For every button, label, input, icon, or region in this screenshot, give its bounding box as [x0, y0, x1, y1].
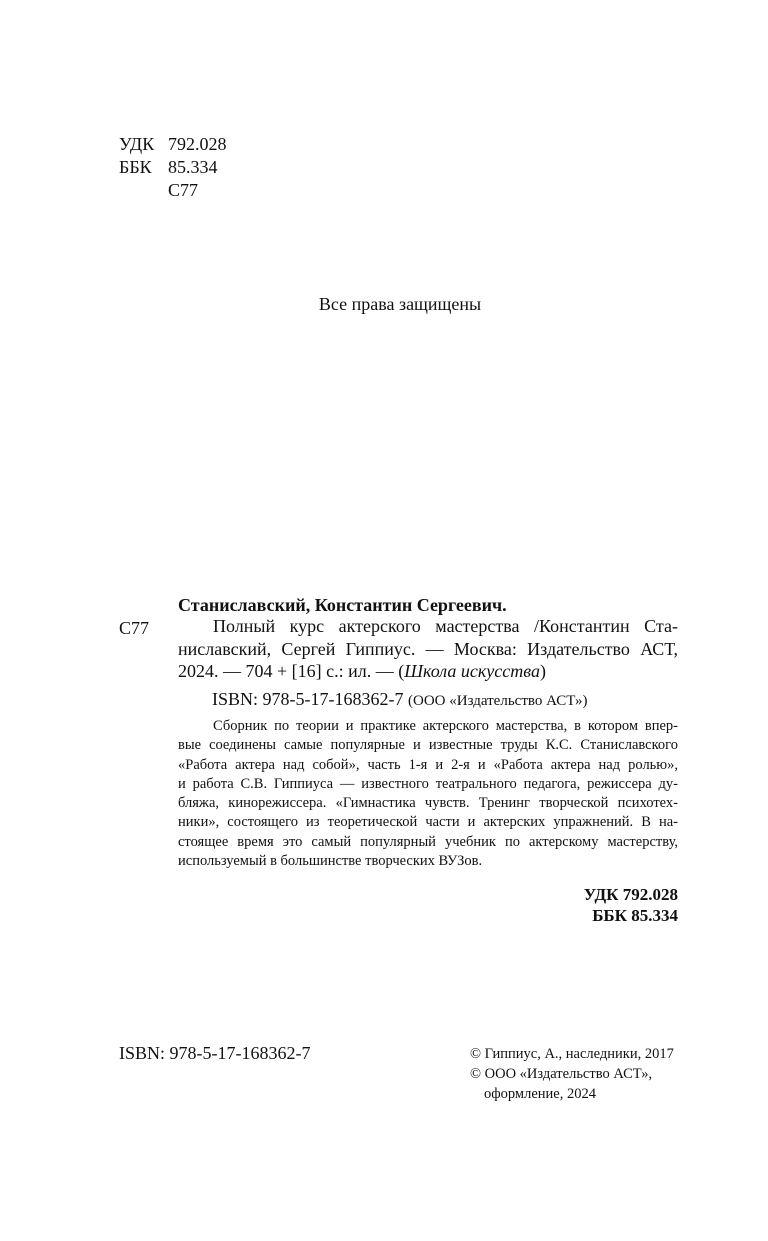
copyright-line: © Гиппиус, А., наследники, 2017	[470, 1046, 674, 1062]
card-series: Школа искусства	[404, 661, 540, 681]
bbk-value: 85.334	[168, 157, 218, 177]
copyright-line: оформление, 2024	[484, 1086, 596, 1102]
annotation-line: вые соединены самые популярные и известные труды К.С. Станиславского	[178, 737, 678, 754]
udk-value: 792.028	[168, 134, 227, 154]
card-series-close: )	[539, 661, 546, 681]
rights-notice: Все права защищены	[318, 294, 482, 314]
card-title-line: Полный курс актерского мастерства /Константин Ста-	[213, 616, 678, 636]
udk-label: УДК	[119, 134, 155, 154]
udk-code-row	[119, 133, 227, 155]
card-title-block	[178, 615, 678, 683]
card-isbn: ISBN: 978-5-17-168362-7	[212, 689, 404, 709]
card-annotation	[178, 717, 678, 871]
card-author-sign: С77	[119, 618, 150, 638]
annotation-line: бляжа, кинорежиссера. «Гимнастика чувств. Тренинг творческой психотех-	[178, 795, 678, 812]
card-title-line: ниславский, Сергей Гиппиус. — Москва: Издательство АСТ,	[178, 638, 678, 659]
annotation-line: ники», состоящего из теоретической части и актерских упражнений. В на-	[178, 814, 678, 831]
copyright-block	[470, 1044, 674, 1104]
footer-isbn: ISBN: 978-5-17-168362-7	[119, 1043, 311, 1063]
annotation-line: используемый в большинстве творческих ВУЗов.	[178, 853, 483, 870]
author-sign: С77	[168, 180, 199, 200]
card-udk: УДК 792.028	[583, 885, 678, 904]
card-publisher: (ООО «Издательство АСТ»)	[408, 693, 588, 709]
card-author: Станиславский, Константин Сергеевич.	[178, 595, 507, 615]
card-isbn-line	[212, 688, 587, 712]
annotation-line: «Работа актера над собой», часть 1-я и 2-я и «Работа актера над ролью»,	[178, 756, 678, 773]
card-title-line	[178, 660, 678, 683]
bbk-code-row	[119, 156, 218, 178]
annotation-line: Сборник по теории и практике актерского мастерства, в котором впер-	[213, 718, 678, 734]
card-title-line-text: 2024. — 704 + [16] с.: ил. — (	[178, 661, 405, 681]
card-bbk: ББК 85.334	[592, 906, 678, 925]
annotation-line: стоящее время это самый популярный учебник по актерскому мастерству,	[178, 833, 678, 850]
bbk-label: ББК	[119, 157, 152, 177]
annotation-line: и работа С.В. Гиппиуса — известного театрального педагога, режиссера ду-	[178, 775, 678, 792]
copyright-line: © ООО «Издательство АСТ»,	[470, 1066, 653, 1082]
